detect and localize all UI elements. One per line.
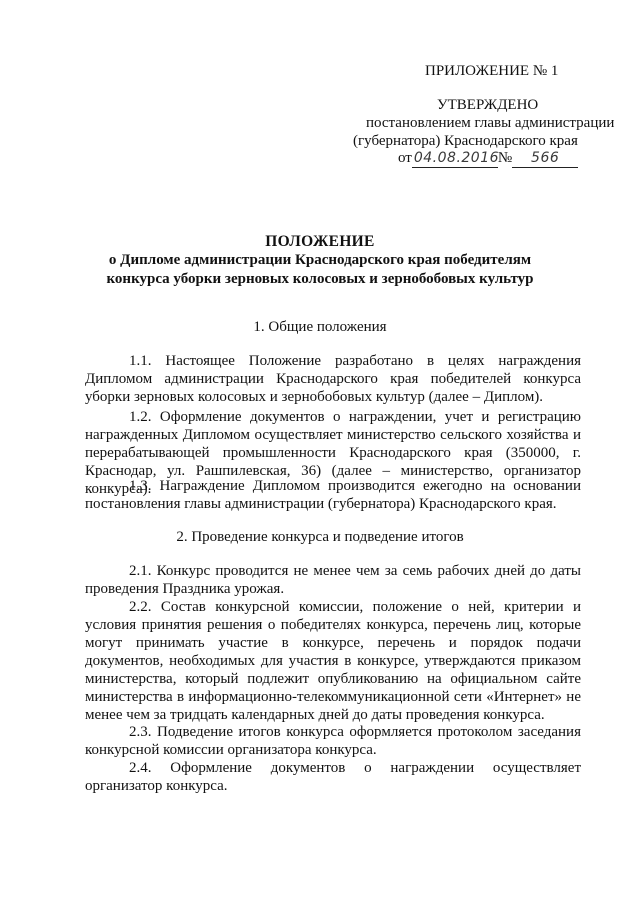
approved-word: УТВЕРЖДЕНО: [437, 97, 539, 113]
section-heading-general: 1. Общие положения: [253, 319, 387, 335]
title-line: ПОЛОЖЕНИЕ: [265, 233, 375, 250]
paragraph-2-3: 2.3. Подведение итогов конкурса оформляется протоколом заседания конкурсной комиссии организатора конкурса.: [85, 724, 581, 758]
number-label: №: [497, 150, 513, 166]
section-heading-conduct: 2. Проведение конкурса и подведение итогов: [176, 529, 464, 545]
approved-by-line: (губернатора) Краснодарского края: [353, 133, 578, 149]
appendix-number: ПРИЛОЖЕНИЕ № 1: [425, 63, 559, 79]
paragraph-2-2: 2.2. Состав конкурсной комиссии, положение о ней, критерии и условия принятия решения о победителях конкурса, перечень лиц, которые могут принимать участие в конкурсе, перечень и порядок подачи документов, необходимых для участия в конкурсе, утверждаются приказом министерства, который подлежит опубликованию на официальном сайте министерства в информационно-телекоммуникационной сети «Интернет» не менее чем за тридцать календарных дней до даты проведения конкурса.: [85, 599, 581, 723]
title-line: конкурса уборки зерновых колосовых и зернобобовых культур: [106, 271, 534, 287]
from-label: от: [398, 150, 412, 166]
approved-by-line: постановлением главы администрации: [366, 115, 615, 131]
paragraph-1-3: 1.3. Награждение Дипломом производится ежегодно на основании постановления главы администрации (губернатора) Краснодарского края.: [85, 478, 581, 512]
paragraph-1-1: 1.1. Настоящее Положение разработано в целях награждения Дипломом администрации Краснодарского края победителей конкурса уборки зерновых колосовых и зернобобовых культур (далее – Диплом).: [85, 353, 581, 405]
paragraph-1-2: 1.2. Оформление документов о награждении, учет и регистрацию награжденных Дипломом осуществляет министерство сельского хозяйства и перерабатывающей промышленности Краснодарского края (350000, г. Краснодар, ул. Рашпилевская, 36) (далее – министерство, организатор конкурса).: [85, 409, 581, 497]
paragraph-2-4: 2.4. Оформление документов о награждении осуществляет организатор конкурса.: [85, 760, 581, 794]
title-line: о Дипломе администрации Краснодарского края победителям: [108, 252, 532, 268]
handwritten-number: 566: [512, 149, 578, 168]
paragraph-2-1: 2.1. Конкурс проводится не менее чем за семь рабочих дней до даты проведения Праздника урожая.: [85, 563, 581, 597]
document-title: [0, 232, 640, 289]
approval-date-line: [398, 149, 578, 168]
handwritten-date: 04.08.2016: [413, 150, 500, 166]
